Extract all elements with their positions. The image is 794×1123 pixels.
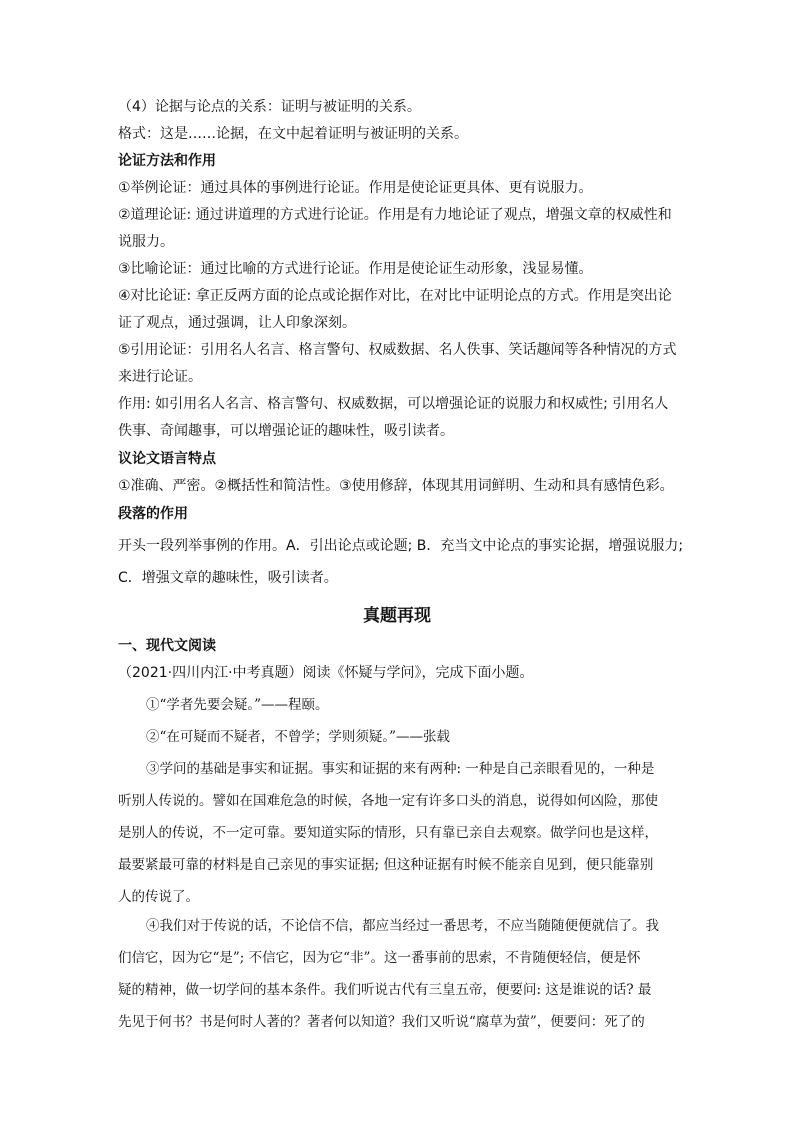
methods-line-6: 证了观点，通过强调，让人印象深刻。 [118,315,356,331]
methods-line-5: ④对比论证: 拿正反两方面的论点或论据作对比，在对比中证明论点的方式。作用是突出论 [118,288,672,304]
methods-line-9: 作用: 如引用名人名言、格言警句、权威数据，可以增强论证的说服力和权威性; 引用名人 [118,396,669,412]
intro-line-2: 格式：这是……论据，在文中起着证明与被证明的关系。 [118,126,468,142]
passage-p4-line-2: 们信它，因为它“是”; 不信它，因为它“非”。这一番事前的思索，不肯随便轻信，便是怀 [118,950,641,966]
part1-heading: 一、现代文阅读 [118,638,216,654]
methods-line-1: ①举例论证：通过具体的事例进行论证。作用是使论证更具体、更有说服力。 [118,180,593,196]
methods-line-7: ⑤引用论证：引用名人名言、格言警句、权威数据、名人佚事、笑话趣闻等各种情况的方式 [118,342,677,358]
methods-heading: 论证方法和作用 [118,153,216,169]
passage-p3-line-4: 最要紧最可靠的材料是自己亲见的事实证据; 但这种证据有时候不能亲自见到，便只能靠别 [118,857,654,873]
passage-p4-line-1: ④我们对于传说的话，不论信不信，都应当经过一番思考，不应当随随便便就信了。我 [146,918,659,934]
passage-p3-line-2: 听别人传说的。譬如在国难危急的时候，各地一定有许多口头的消息，说得如何凶险，那使 [118,793,658,809]
paragraph-heading: 段落的作用 [118,506,188,522]
passage-quote-1: ①“学者先要会疑。”——程颐。 [146,697,329,713]
language-heading: 议论文语言特点 [118,451,216,467]
passage-p3-line-3: 是别人的传说，不一定可靠。要知道实际的情形，只有靠已亲自去观察。做学问也是这样， [118,825,658,841]
passage-p4-line-4: 先见于何书？书是何时人著的？著者何以知道？我们又听说“腐草为萤”，便要问：死了的 [118,1014,645,1030]
methods-line-3: 说服力。 [118,234,174,250]
methods-line-8: 来进行论证。 [118,369,202,385]
passage-p4-line-3: 疑的精神，做一切学问的基本条件。我们听说古代有三皇五帝，便要问: 这是谁说的话? 最 [118,982,652,998]
section-title: 真题再现 [363,606,431,626]
part1-source: （2021·四川内江·中考真题）阅读《怀疑与学问》，完成下面小题。 [118,665,534,681]
intro-line-1: （4）论据与论点的关系：证明与被证明的关系。 [118,99,421,115]
methods-line-4: ③比喻论证：通过比喻的方式进行论证。作用是使论证生动形象，浅显易懂。 [118,261,593,277]
paragraph-line-2: C．增强文章的趣味性，吸引读者。 [118,570,338,586]
methods-line-10: 佚事、奇闻趣事，可以增强论证的趣味性，吸引读者。 [118,423,454,439]
methods-line-2: ②道理论证: 通过讲道理的方式进行论证。作用是有力地论证了观点，增强文章的权威性和 [118,207,672,223]
passage-p3-line-1: ③学问的基础是事实和证据。事实和证据的来有两种: 一种是自己亲眼看见的，一种是 [146,761,655,777]
language-line-1: ①准确、严密。②概括性和简洁性。③使用修辞，体现其用词鲜明、生动和具有感情色彩。 [118,478,674,494]
paragraph-line-1: 开头一段列举事例的作用。A．引出论点或论题; B．充当文中论点的事实论据，增强说服力; [118,538,684,554]
passage-quote-2: ②“在可疑而不疑者，不曾学；学则须疑。”——张载 [146,729,451,745]
passage-p3-line-5: 人的传说了。 [118,889,199,905]
